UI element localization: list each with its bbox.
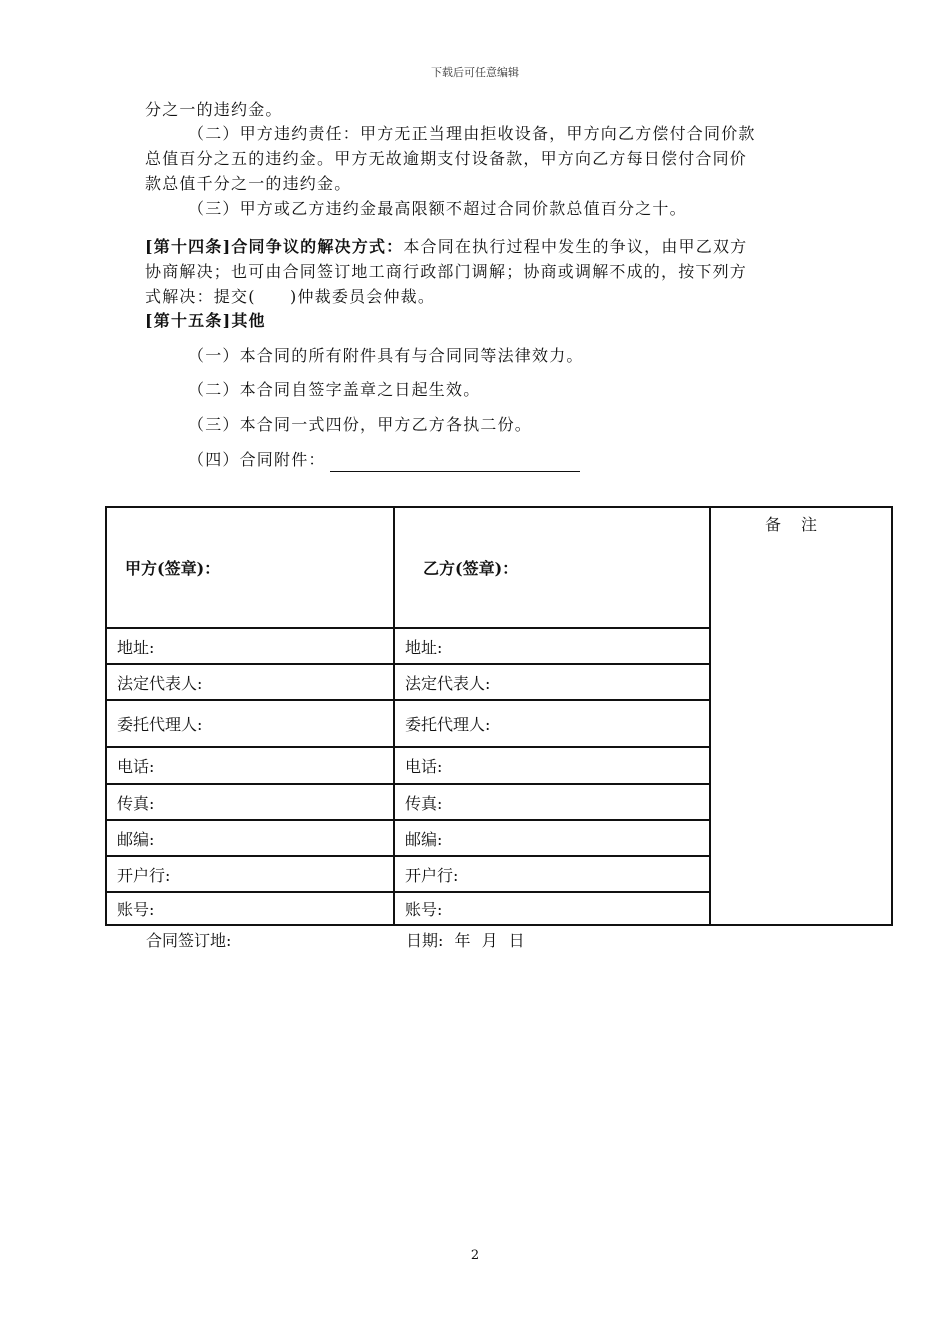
- article-14-line-1: [145, 235, 747, 259]
- clause-3: （三）甲方或乙方违约金最高限额不超过合同价款总值百分之十。: [188, 199, 687, 218]
- party-a-phone: 电话:: [106, 747, 394, 784]
- text-line: 分之一的违约金。: [145, 100, 283, 119]
- page-number: 2: [470, 1248, 480, 1263]
- article-14-text: 本合同在执行过程中发生的争议，由甲乙双方: [403, 237, 748, 256]
- article-15-title: [第十五条]其他: [145, 311, 266, 330]
- article-15-item-2: （二）本合同自签字盖章之日起生效。: [188, 380, 481, 399]
- party-b-bank: 开户行:: [394, 856, 710, 892]
- party-a-agent: 委托代理人:: [106, 700, 394, 747]
- party-b-address: 地址:: [394, 628, 710, 664]
- clause-2-line-1: （二）甲方违约责任：甲方无正当理由拒收设备，甲方向乙方偿付合同价款: [188, 124, 756, 143]
- party-a-signature-cell: 甲方(签章)：: [106, 507, 394, 628]
- signing-date-label: 日期: 年 月 日: [406, 931, 525, 950]
- party-b-postcode: 邮编:: [394, 820, 710, 856]
- article-14-title: [第十四条]合同争议的解决方式：: [145, 237, 404, 256]
- party-b-legal-rep: 法定代表人:: [394, 664, 710, 700]
- clause-2-line-3: 款总值千分之一的违约金。: [145, 174, 352, 193]
- remark-cell: 备注: [710, 507, 892, 925]
- party-a-postcode: 邮编:: [106, 820, 394, 856]
- party-b-account: 账号:: [394, 892, 710, 925]
- party-a-legal-rep: 法定代表人:: [106, 664, 394, 700]
- party-a-address: 地址:: [106, 628, 394, 664]
- attachment-label: （四）合同附件：: [188, 450, 326, 469]
- party-a-fax: 传真:: [106, 784, 394, 820]
- article-15-item-4: [188, 448, 580, 472]
- article-15-item-1: （一）本合同的所有附件具有与合同同等法律效力。: [188, 346, 584, 365]
- signing-place-label: 合同签订地:: [146, 931, 232, 950]
- signature-table: [105, 506, 893, 926]
- page-header: 下载后可任意编辑: [431, 66, 519, 79]
- party-b-phone: 电话:: [394, 747, 710, 784]
- party-b-signature-cell: 乙方(签章)：: [394, 507, 710, 628]
- party-a-bank: 开户行:: [106, 856, 394, 892]
- party-b-fax: 传真:: [394, 784, 710, 820]
- article-14-line-3: 式解决：提交( )仲裁委员会仲裁。: [145, 287, 436, 306]
- article-15-item-3: （三）本合同一式四份，甲方乙方各执二份。: [188, 415, 533, 434]
- party-a-account: 账号:: [106, 892, 394, 925]
- article-14-line-2: 协商解决；也可由合同签订地工商行政部门调解；协商或调解不成的，按下列方: [145, 262, 748, 281]
- clause-2-line-2: 总值百分之五的违约金。甲方无故逾期支付设备款，甲方向乙方每日偿付合同价: [145, 149, 748, 168]
- attachment-blank-line: [330, 453, 580, 472]
- party-b-agent: 委托代理人:: [394, 700, 710, 747]
